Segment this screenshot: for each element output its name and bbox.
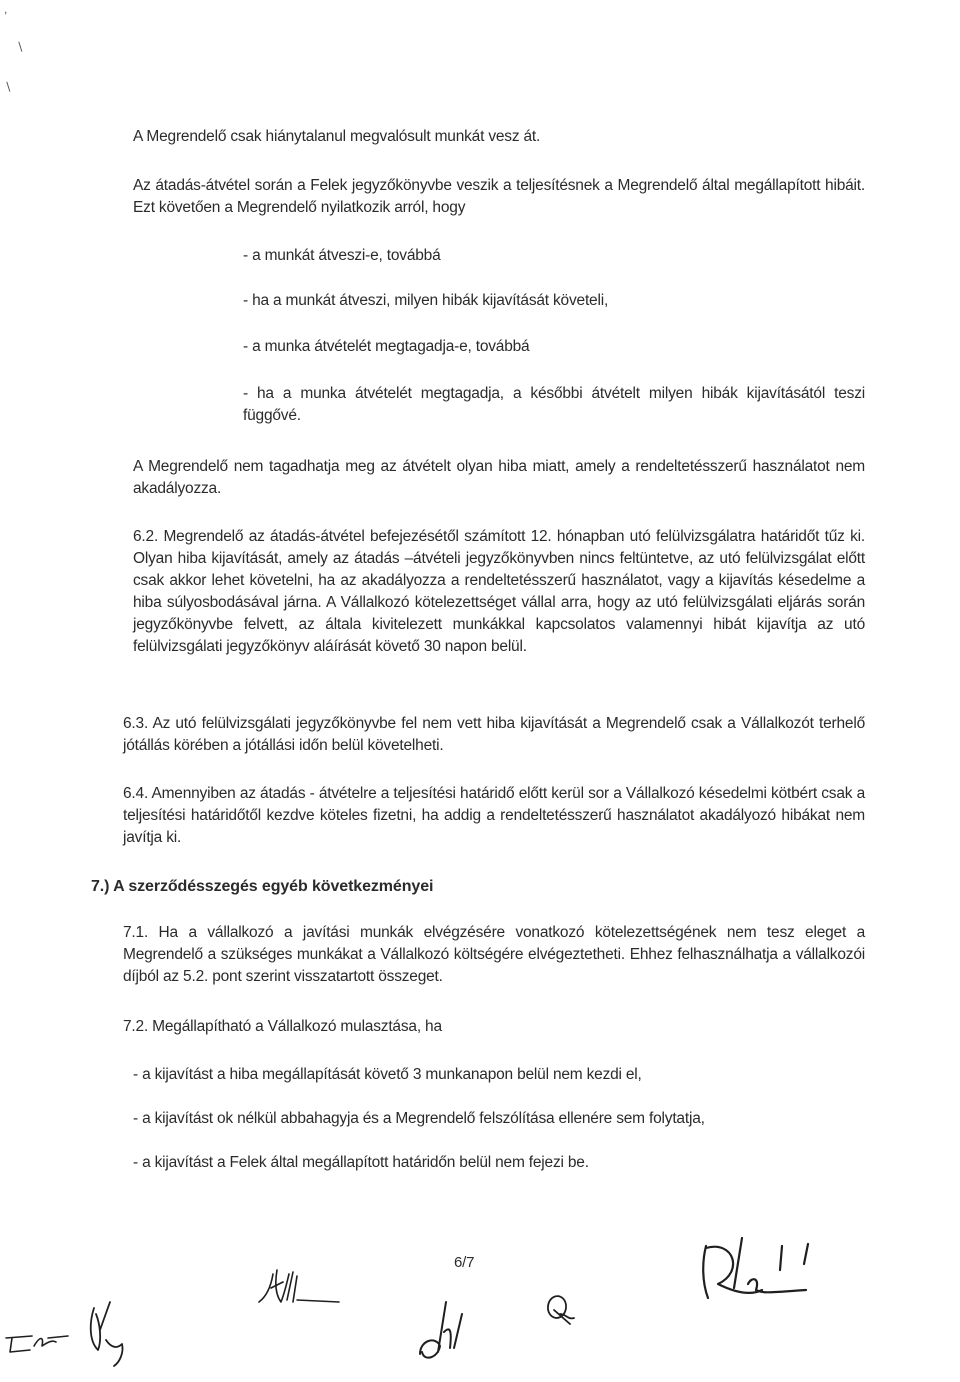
paragraph-acceptance: A Megrendelő csak hiánytalanul megvalósult munkát vesz át. bbox=[133, 128, 541, 145]
scan-mark: , bbox=[4, 2, 8, 16]
bullet-item: - ha a munkát átveszi, milyen hibák kijavítását követeli, bbox=[243, 292, 609, 309]
condition-item: - a kijavítást a Felek által megállapított határidőn belül nem fejezi be. bbox=[133, 1154, 589, 1171]
bullet-item: - a munkát átveszi-e, továbbá bbox=[243, 247, 441, 264]
paragraph-handover: Az átadás-átvétel során a Felek jegyzőkönyvbe veszik a teljesítésnek a Megrendelő által megállapított hibáit. Ezt követően a Megrendelő nyilatkozik arról, hogy bbox=[133, 177, 865, 216]
section-6-3: 6.3. Az utó felülvizsgálati jegyzőkönyvbe fel nem vett hiba kijavítását a Megrendelő csak a Vállalkozót terhelő jótállás körében a jótállási időn belül követelheti. bbox=[123, 715, 865, 754]
paragraph-refusal: A Megrendelő nem tagadhatja meg az átvételt olyan hiba miatt, amely a rendeltetésszerű használatot nem akadályozza. bbox=[133, 458, 865, 497]
initials-left-1 bbox=[4, 1328, 74, 1363]
signature-center-left bbox=[253, 1262, 343, 1317]
section-7-1: 7.1. Ha a vállalkozó a javítási munkák elvégzésére vonatkozó kötelezettségének nem tesz eleget a Megrendelő a szükséges munkákat a Vállalkozó költségére elvégeztetheti. Ehhez felhasználhatja a vállalkozói díjból az 5.2. pont szerint visszatartott összeget. bbox=[123, 924, 865, 985]
signature-center bbox=[416, 1296, 466, 1371]
section-7-2: 7.2. Megállapítható a Vállalkozó mulasztása, ha bbox=[123, 1018, 442, 1035]
page-number: 6/7 bbox=[454, 1254, 475, 1271]
signature-right bbox=[694, 1232, 824, 1317]
scan-mark: ∖ bbox=[16, 40, 24, 54]
bullet-item: - ha a munka átvételét megtagadja, a későbbi átvételt milyen hibák kijavításától teszi függővé. bbox=[243, 385, 865, 424]
condition-item: - a kijavítást ok nélkül abbahagyja és a Megrendelő felszólítása ellenére sem folytatja, bbox=[133, 1110, 705, 1127]
initials-left-2 bbox=[84, 1300, 134, 1375]
section-6-2: 6.2. Megrendelő az átadás-átvétel befejezésétől számított 12. hónapban utó felülvizsgálatra határidőt tűz ki. Olyan hiba kijavítását, amely az átadás –átvételi jegyzőkönyvben nincs feltüntetve, az utó felülvizsgálat előtt csak akkor lehet követelni, ha az akadályozza a rendeltetésszerű használatot, vagy a kijavítás késedelme a hiba súlyosbodásával járna. A Vállalkozó kötelezettséget vállal arra, hogy az utó felülvizsgálati eljárás során jegyzőkönyvbe felvett, az általa kivitelezett munkákkal kapcsolatos valamennyi hibát kijavítja az utó felülvizsgálati jegyzőkönyv aláírását követő 30 napon belül. bbox=[133, 528, 865, 655]
signature-q bbox=[540, 1290, 580, 1335]
bullet-item: - a munka átvételét megtagadja-e, továbbá bbox=[243, 338, 530, 355]
condition-item: - a kijavítást a hiba megállapítását követő 3 munkanapon belül nem kezdi el, bbox=[133, 1066, 642, 1083]
scan-mark: ∖ bbox=[4, 80, 12, 94]
section-heading-7: 7.) A szerződésszegés egyéb következményei bbox=[91, 878, 434, 895]
section-6-4: 6.4. Amennyiben az átadás - átvételre a teljesítési határidő előtt kerül sor a Vállalkozó késedelmi kötbért csak a teljesítési határidőtől kezdve köteles fizetni, ha addig a rendeltetésszerű használatot akadályozó hibákat nem javítja ki. bbox=[123, 785, 865, 846]
